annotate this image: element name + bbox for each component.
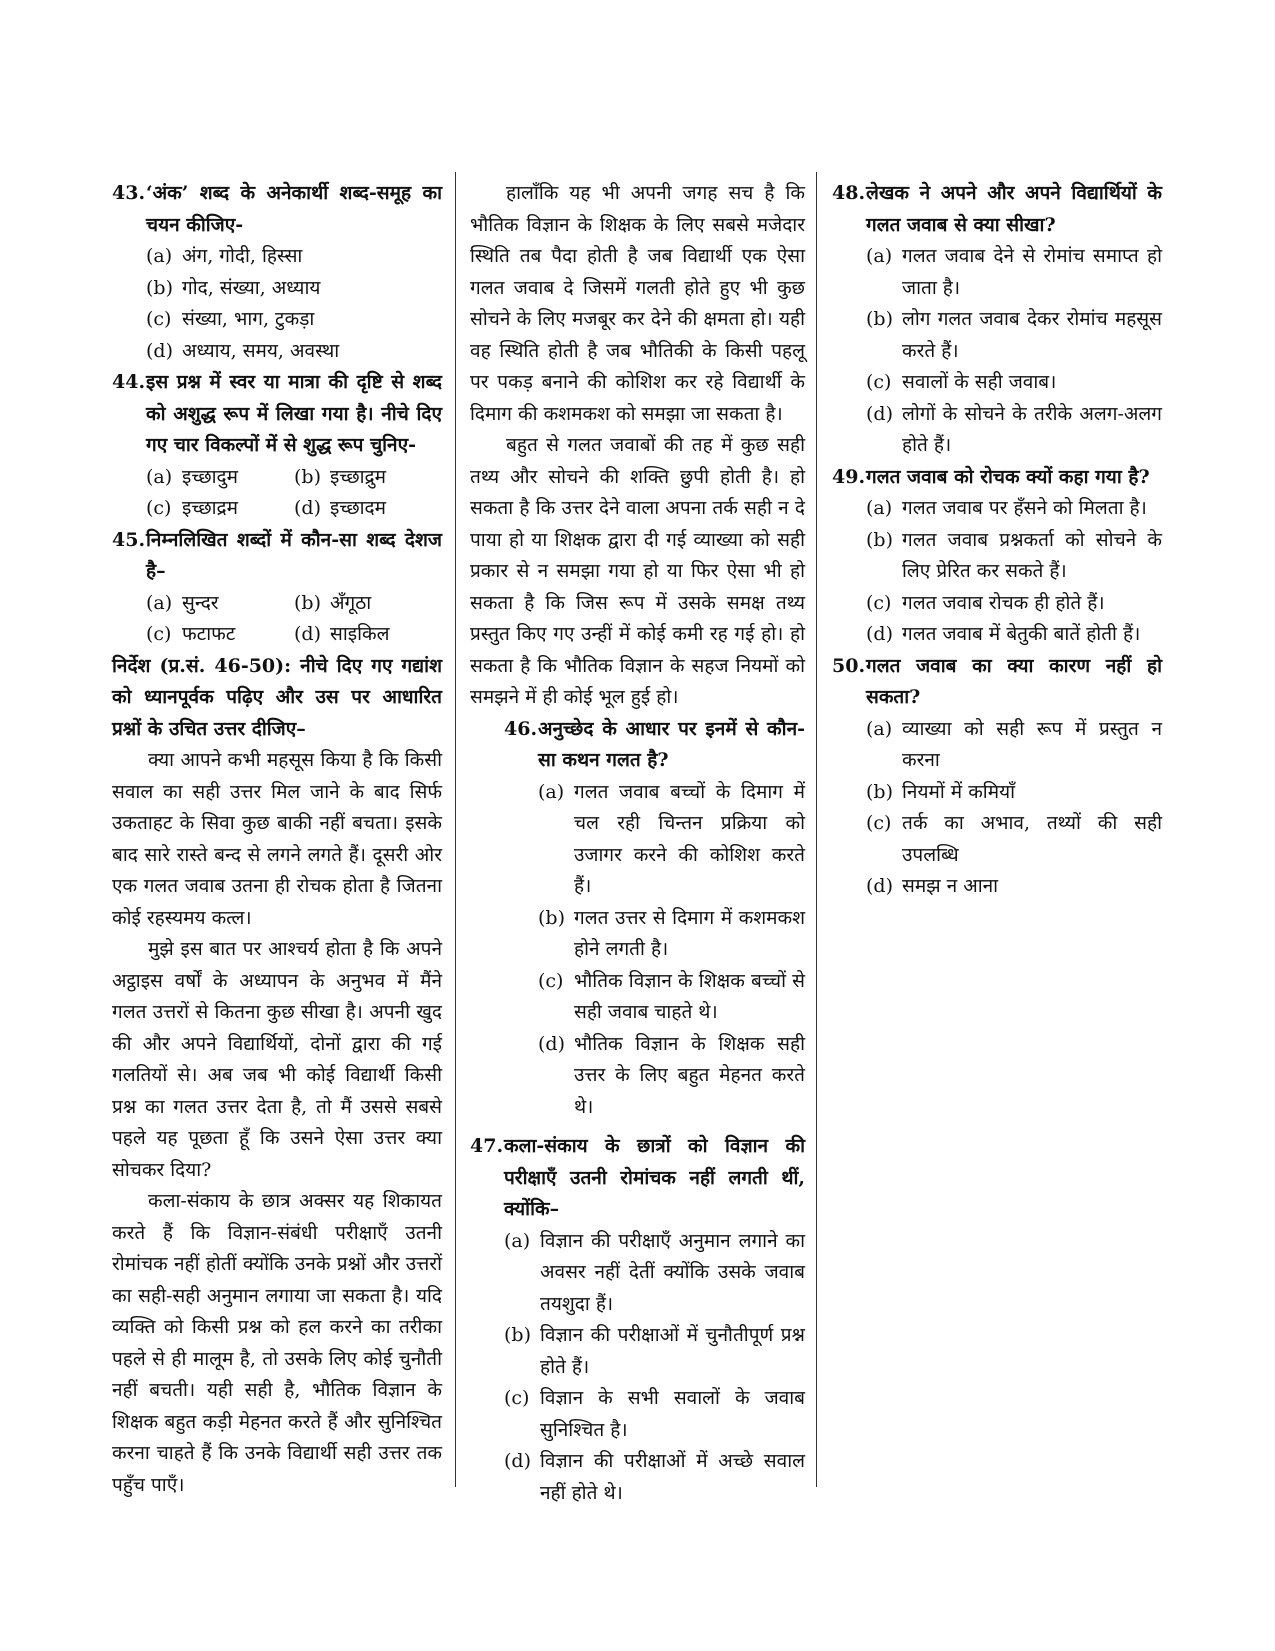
option: [146, 304, 442, 336]
option: [866, 493, 1162, 525]
option-text: इच्छाद्रम: [182, 497, 239, 519]
question-50: [832, 651, 1162, 714]
option: [504, 1383, 805, 1446]
option-label: (b): [866, 308, 893, 330]
option-text: अध्याय, समय, अवस्था: [182, 339, 340, 362]
option: [866, 808, 1162, 871]
question-number: 45.: [112, 528, 146, 551]
option-label: (d): [294, 623, 321, 645]
option: [146, 336, 442, 368]
column-1: [112, 178, 442, 1501]
option-label: (c): [866, 591, 892, 614]
passage-paragraph: हालाँकि यह भी अपनी जगह सच है कि भौतिक विज्ञान के शिक्षक के लिए सबसे मजेदार स्थिति तब पैदा होती है जब विद्यार्थी एक ऐसा गलत जवाब दे जिसमें गलती होते हुए भी कुछ सोचने के लिए मजबूर कर देने की क्षमता हो। यही वह स्थिति होती है जब भौतिकी के किसी पहलू पर पकड़ बनाने की कोशिश कर रहे विद्यार्थी के दिमाग की कशमकश को समझा जा सकता है।: [470, 182, 805, 425]
option-text: इच्छादम: [330, 497, 387, 519]
option-label: (d): [294, 497, 321, 519]
option-text: फटाफट: [182, 623, 236, 645]
option-text: गलत जवाब पर हँसने को मिलता है।: [902, 497, 1147, 519]
option-label: (d): [504, 1450, 531, 1472]
option-text: गलत जवाब देने से रोमांच समाप्त हो जाता है।: [902, 245, 1162, 299]
column-divider: [455, 172, 456, 1487]
option-label: (c): [866, 371, 892, 393]
option-label: (d): [866, 402, 893, 425]
question-text: इस प्रश्न में स्वर या मात्रा की दृष्टि से शब्द को अशुद्ध रूप में लिखा गया है। नीचे दिए गए चार विकल्पों में से शुद्ध रूप चुनिए-: [146, 371, 442, 456]
question-48: [832, 178, 1162, 241]
option-label: (a): [866, 245, 893, 267]
option-text: भौतिक विज्ञान के शिक्षक बच्चों से सही जवाब चाहते थे।: [574, 969, 805, 1023]
option-label: (a): [146, 245, 173, 267]
option-label: (b): [294, 465, 321, 488]
option-label: (c): [504, 1387, 530, 1409]
option: [146, 273, 442, 305]
option-text: नियमों में कमियाँ: [902, 780, 1016, 803]
question-text: कला-संकाय के छात्रों को विज्ञान की परीक्षाएँ उतनी रोमांचक नहीं लगती थीं, क्योंकि–: [504, 1135, 805, 1220]
option-text: लोग गलत जवाब देकर रोमांच महसूस करते हैं।: [902, 308, 1162, 362]
option-label: (b): [866, 528, 893, 551]
option: [866, 304, 1162, 367]
option-text: सुन्दर: [182, 591, 219, 614]
question-number: 50.: [832, 654, 866, 677]
option-text: गलत जवाब बच्चों के दिमाग में चल रही चिन्तन प्रक्रिया को उजागर करने की कोशिश करते हैं।: [574, 780, 805, 897]
question-45: [112, 525, 442, 588]
option: [146, 241, 442, 273]
question-number: 47.: [470, 1135, 504, 1157]
passage-paragraph: क्या आपने कभी महसूस किया है कि किसी सवाल का सही उत्तर मिल जाने के बाद सिर्फ उकताहट के सिवा कुछ बाकी नहीं बचता। इसके बाद सारे रास्ते बन्द से लगने लगते हैं। दूसरी ओर एक गलत जवाब उतना ही रोचक होता है जितना कोई रहस्यमय कत्ल।: [112, 749, 442, 929]
option: [866, 619, 1162, 651]
passage-paragraph: बहुत से गलत जवाबों की तह में कुछ सही तथ्य और सोचने की शक्ति छुपी होती है। हो सकता है कि उत्तर देने वाला अपना तर्क सही न दे पाया हो या शिक्षक द्वारा दी गई व्याख्या को सही प्रकार से न समझा गया हो या फिर ऐसा भी हो सकता है कि जिस रूप में उसके समक्ष तथ्य प्रस्तुत किए गए उन्हीं में कोई कमी रह गई हो। हो सकता है कि भौतिक विज्ञान के सहज नियमों को समझने में ही कोई भूल हुई हो।: [470, 434, 805, 708]
option: [866, 714, 1162, 777]
passage-paragraph: मुझे इस बात पर आश्चर्य होता है कि अपने अट्ठाइस वर्षों के अध्यापन के अनुभव में मैंने गलत उत्तरों से कितना कुछ सीखा है। अपनी खुद की और अपने विद्यार्थियों, दोनों द्वारा की गई गलतियों से। अब जब भी कोई विद्यार्थी किसी प्रश्न का गलत उत्तर देता है, तो मैं उससे सबसे पहले यह पूछता हूँ कि उसने ऐसा उत्तर क्या सोचकर दिया?: [112, 938, 442, 1181]
option-row: [146, 462, 442, 494]
option-label: (c): [146, 308, 172, 330]
option-text: विज्ञान की परीक्षाओं में चुनौतीपूर्ण प्रश्न होते हैं।: [540, 1324, 805, 1378]
question-44: [112, 367, 442, 462]
option: [866, 525, 1162, 588]
option: [866, 871, 1162, 903]
option-label: (d): [866, 623, 893, 645]
option-label: (c): [538, 969, 564, 992]
option-label: (b): [146, 276, 173, 299]
column-3: [832, 178, 1162, 903]
option: [504, 1226, 805, 1321]
option-text: गलत जवाब प्रश्नकर्ता को सोचने के लिए प्रेरित कर सकते हैं।: [902, 528, 1162, 582]
option-text: गलत उत्तर से दिमाग में कशमकश होने लगती है।: [574, 906, 805, 960]
question-49: [832, 462, 1162, 494]
question-number: 49.: [832, 465, 866, 488]
option-label: (c): [146, 623, 172, 645]
option-text: समझ न आना: [902, 875, 999, 897]
passage-instruction: निर्देश (प्र.सं. 46-50): नीचे दिए गए गद्यांश को ध्यानपूर्वक पढ़िए और उस पर आधारित प्रश्नों के उचित उत्तर दीजिए–: [112, 654, 442, 740]
question-43: [112, 178, 442, 241]
option-label: (c): [866, 812, 892, 834]
question-block: [504, 714, 805, 1124]
option-text: लोगों के सोचने के तरीके अलग-अलग होते हैं।: [902, 402, 1162, 456]
option-text: अँगूठा: [330, 591, 372, 614]
question-text: निम्नलिखित शब्दों में कौन-सा शब्द देशज है–: [146, 528, 442, 582]
option-text: इच्छाद्रुम: [330, 465, 387, 488]
option-text: सवालों के सही जवाब।: [902, 371, 1057, 393]
option: [866, 241, 1162, 304]
column-2: [470, 178, 805, 1509]
option-label: (c): [146, 497, 172, 519]
passage-paragraph: कला-संकाय के छात्र अक्सर यह शिकायत करते हैं कि विज्ञान-संबंधी परीक्षाएँ उतनी रोमांचक नहीं होतीं क्योंकि उनके प्रश्नों और उत्तरों का सही-सही अनुमान लगाया जा सकता है। यदि व्यक्ति को किसी प्रश्न को हल करने का तरीका पहले से ही मालूम है, तो उसके लिए कोई चुनौती नहीं बचती। यही सही है, भौतिक विज्ञान के शिक्षक बहुत कड़ी मेहनत करते हैं और सुनिश्चित करना चाहते हैं कि उनके विद्यार्थी सही उत्तर तक पहुँच पाएँ।: [112, 1190, 442, 1496]
option-label: (d): [146, 339, 173, 362]
option-label: (d): [538, 1032, 565, 1055]
option: [538, 1029, 805, 1124]
option-text: अंग, गोदी, हिस्सा: [182, 245, 303, 267]
option-label: (a): [146, 465, 173, 488]
option-text: तर्क का अभाव, तथ्यों की सही उपलब्धि: [902, 812, 1162, 866]
option-text: भौतिक विज्ञान के शिक्षक सही उत्तर के लिए बहुत मेहनत करते थे।: [574, 1032, 805, 1118]
option: [866, 588, 1162, 620]
option-text: विज्ञान के सभी सवालों के जवाब सुनिश्चित है।: [540, 1387, 805, 1441]
option-label: (b): [866, 780, 893, 803]
question-text: गलत जवाब को रोचक क्यों कहा गया है?: [866, 465, 1150, 488]
option-row: [146, 588, 442, 620]
question-47: [470, 1131, 805, 1226]
option: [538, 966, 805, 1029]
option-label: (a): [504, 1229, 531, 1252]
option: [538, 903, 805, 966]
option-label: (a): [146, 591, 173, 614]
option-text: संख्या, भाग, टुकड़ा: [182, 308, 315, 330]
question-text: अनुच्छेद के आधार पर इनमें से कौन-सा कथन गलत है?: [538, 717, 805, 771]
option: [504, 1320, 805, 1383]
option-label: (a): [538, 780, 565, 803]
option: [504, 1446, 805, 1509]
option-row: [146, 619, 442, 651]
question-number: 44.: [112, 371, 146, 393]
option-label: (b): [504, 1324, 531, 1346]
option-text: व्याख्या को सही रूप में प्रस्तुत न करना: [902, 717, 1162, 771]
column-divider: [816, 172, 817, 1487]
option-row: [146, 493, 442, 525]
option: [866, 399, 1162, 462]
option-label: (a): [866, 497, 893, 519]
option: [866, 777, 1162, 809]
question-46: [504, 714, 805, 777]
question-text: ‘अंक’ शब्द के अनेकार्थी शब्द-समूह का चयन कीजिए-: [146, 182, 442, 236]
option: [538, 777, 805, 903]
option: [866, 367, 1162, 399]
option-label: (b): [538, 906, 565, 929]
question-number: 48.: [832, 182, 866, 204]
option-label: (b): [294, 591, 321, 614]
question-text: लेखक ने अपने और अपने विद्यार्थियों के गलत जवाब से क्या सीखा?: [866, 182, 1162, 236]
option-text: इच्छादुम: [182, 465, 239, 488]
option-text: गलत जवाब रोचक ही होते हैं।: [902, 591, 1105, 614]
option-text: साइकिल: [330, 623, 390, 645]
option-label: (a): [866, 717, 893, 740]
question-number: 43.: [112, 182, 146, 204]
option-text: गलत जवाब में बेतुकी बातें होती हैं।: [902, 623, 1141, 645]
question-text: गलत जवाब का क्या कारण नहीं हो सकता?: [866, 654, 1162, 708]
option-label: (d): [866, 875, 893, 897]
question-number: 46.: [504, 717, 538, 740]
option-text: विज्ञान की परीक्षाओं में अच्छे सवाल नहीं होते थे।: [540, 1450, 805, 1504]
option-text: गोद, संख्या, अध्याय: [182, 276, 321, 299]
option-text: विज्ञान की परीक्षाएँ अनुमान लगाने का अवसर नहीं देतीं क्योंकि उसके जवाब तयशुदा हैं।: [540, 1229, 805, 1315]
